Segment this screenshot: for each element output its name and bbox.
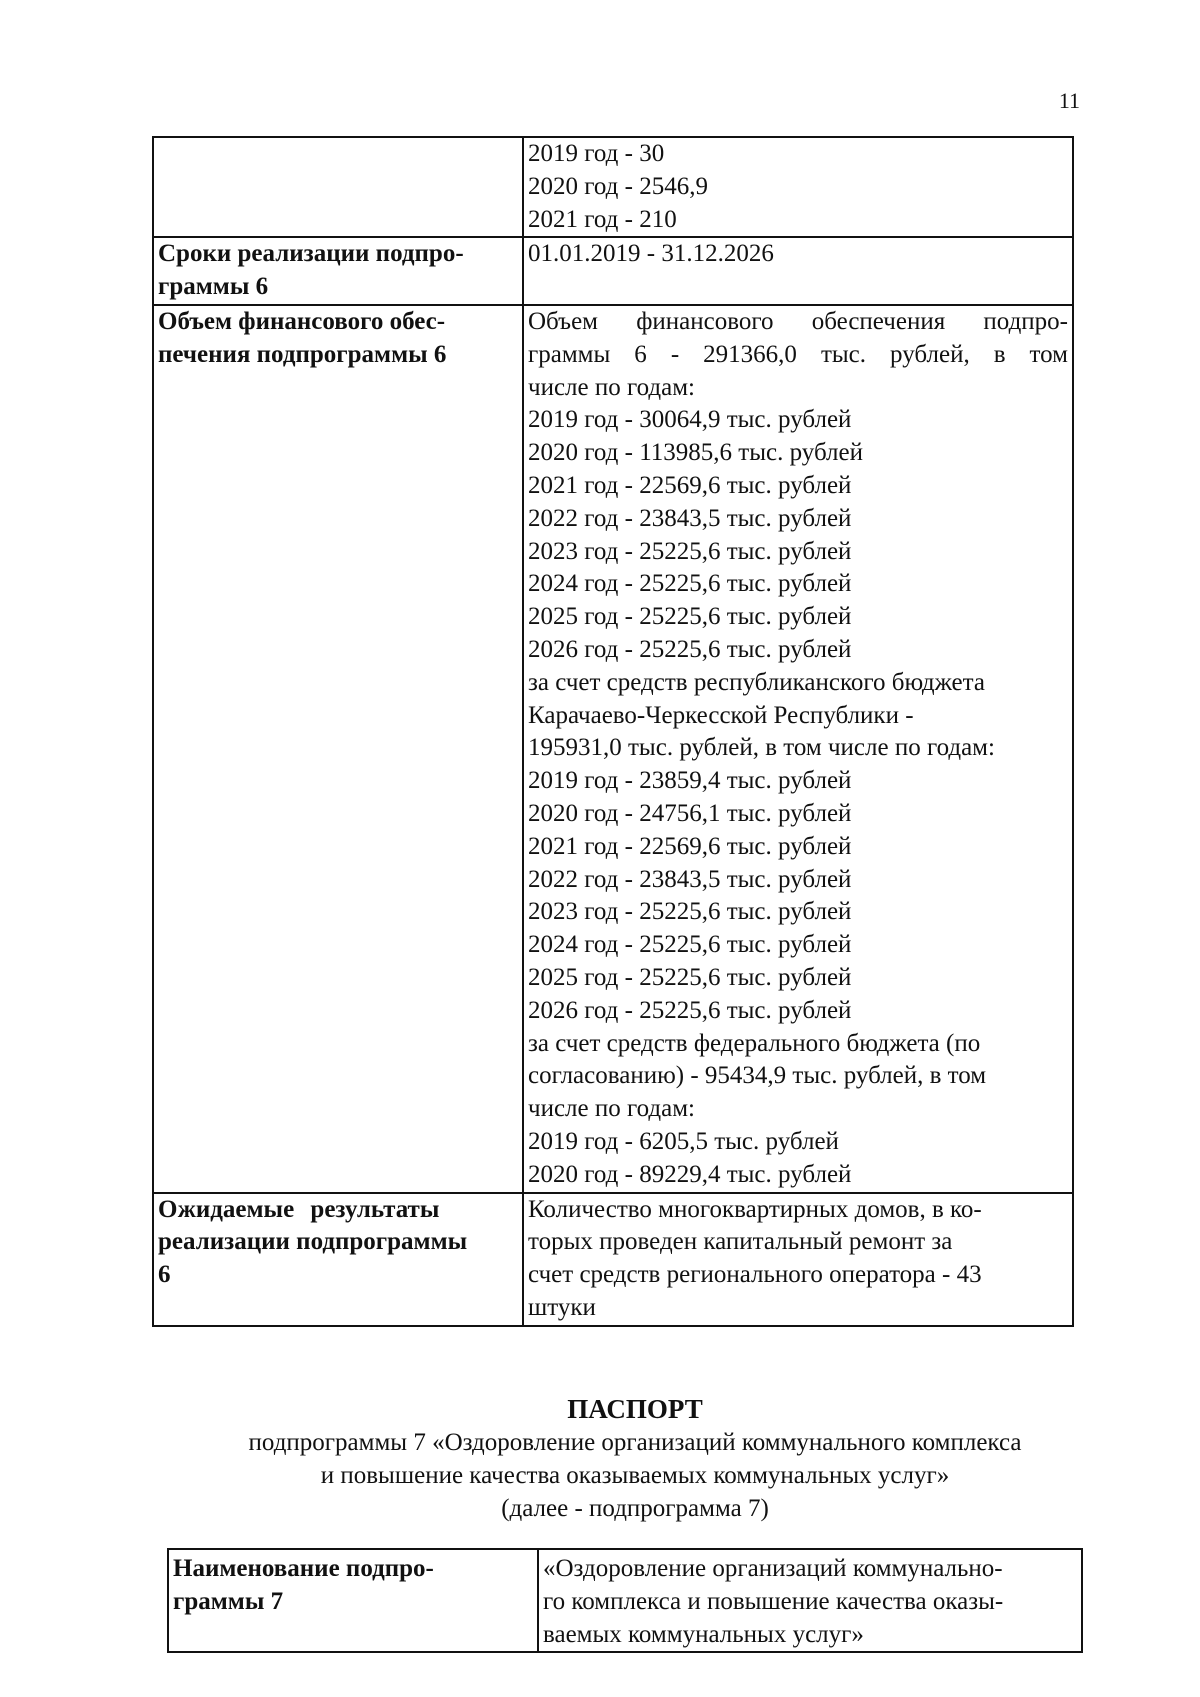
value-line: торых проведен капитальный ремонт за [528, 1228, 953, 1256]
value-line: 2025 год - 25225,6 тыс. рублей [528, 963, 852, 991]
value-line: за счет средств республиканского бюджета [528, 668, 985, 696]
value-line: Объем финансового обеспечения подпро- [528, 307, 1068, 335]
table-row [153, 137, 1073, 237]
value-line: согласованию) - 95434,9 тыс. рублей, в том [528, 1062, 987, 1090]
subtitle-line: и повышение качества оказываемых коммунальных услуг» [320, 1462, 950, 1489]
label-line: 6 [158, 1261, 171, 1289]
label-line: Сроки реализации подпро- [158, 240, 464, 268]
row-value-cell [523, 137, 1073, 237]
value-line: штуки [528, 1293, 596, 1321]
value-line: 2021 год - 22569,6 тыс. рублей [528, 471, 852, 499]
value-line: числе по годам: [528, 373, 695, 401]
value-line: 2024 год - 25225,6 тыс. рублей [528, 570, 852, 598]
value-line: 2020 год - 89229,4 тыс. рублей [528, 1160, 852, 1188]
row-label-cell [153, 137, 523, 237]
value-line: 2020 год - 24756,1 тыс. рублей [528, 799, 852, 827]
label-line: граммы 7 [173, 1588, 284, 1615]
value-line: 2019 год - 23859,4 тыс. рублей [528, 767, 852, 795]
subprogram-7-passport-table [167, 1548, 1083, 1653]
value-line: Количество многоквартирных домов, в ко- [528, 1195, 982, 1223]
table-row [153, 1193, 1073, 1326]
label-line: Объем финансового обес- [158, 307, 446, 335]
value-line: 2019 год - 30064,9 тыс. рублей [528, 406, 852, 434]
page-number: 11 [1058, 88, 1080, 113]
row-label-cell [153, 1193, 523, 1326]
row-value-cell [523, 237, 1073, 305]
value-line: 2022 год - 23843,5 тыс. рублей [528, 504, 852, 532]
value-line: счет средств регионального оператора - 43 [528, 1261, 982, 1289]
value-line: числе по годам: [528, 1095, 695, 1123]
value-line: «Оздоровление организаций коммунально- [543, 1555, 1003, 1582]
value-line: 195931,0 тыс. рублей, в том числе по годам: [528, 734, 995, 762]
row-label-cell [153, 305, 523, 1193]
label-line: Наименование подпро- [173, 1555, 434, 1582]
value-line: 2026 год - 25225,6 тыс. рублей [528, 635, 852, 663]
passport-heading: ПАСПОРТ [567, 1394, 703, 1424]
label-line: печения подпрограммы 6 [158, 340, 447, 368]
table-row [153, 305, 1073, 1193]
value-line: Карачаево-Черкесской Республики - [528, 701, 914, 729]
value-line: го комплекса и повышение качества оказы- [543, 1588, 1004, 1615]
value-line: за счет средств федерального бюджета (по [528, 1029, 981, 1057]
value-line: 2020 год - 113985,6 тыс. рублей [528, 439, 863, 467]
value-line: 2019 год - 30 [528, 140, 665, 167]
row-value-cell [523, 305, 1073, 1193]
value-line: 2022 год - 23843,5 тыс. рублей [528, 865, 852, 893]
value-line: 2019 год - 6205,5 тыс. рублей [528, 1127, 839, 1155]
subprogram-6-passport-table [152, 136, 1074, 1327]
value-line: 2025 год - 25225,6 тыс. рублей [528, 603, 852, 631]
row-value-cell [538, 1549, 1082, 1652]
row-label-cell [168, 1549, 538, 1652]
passport-subtitle [0, 1426, 1200, 1525]
value-line: граммы 6 - 291366,0 тыс. рублей, в том [528, 340, 1068, 368]
value-line: 2024 год - 25225,6 тыс. рублей [528, 931, 852, 959]
value-line: 2021 год - 22569,6 тыс. рублей [528, 832, 852, 860]
row-label-cell [153, 237, 523, 305]
label-line: граммы 6 [158, 273, 269, 301]
label-line: реализации подпрограммы [158, 1228, 468, 1256]
row-value-cell [523, 1193, 1073, 1326]
value-line: ваемых коммунальных услуг» [543, 1621, 864, 1648]
value-line: 2023 год - 25225,6 тыс. рублей [528, 537, 852, 565]
table-row [153, 237, 1073, 305]
value-line: 2020 год - 2546,9 [528, 172, 708, 200]
value-line: 01.01.2019 - 31.12.2026 [528, 240, 774, 268]
value-line: 2026 год - 25225,6 тыс. рублей [528, 996, 852, 1024]
label-line: Ожидаемые результаты [158, 1195, 440, 1223]
table-row [168, 1549, 1082, 1652]
value-line: 2021 год - 210 [528, 205, 677, 233]
subtitle-line: (далее - подпрограмма 7) [501, 1495, 769, 1522]
value-line: 2023 год - 25225,6 тыс. рублей [528, 898, 852, 926]
subtitle-line: подпрограммы 7 «Оздоровление организаций коммунального комплекса [248, 1429, 1022, 1456]
